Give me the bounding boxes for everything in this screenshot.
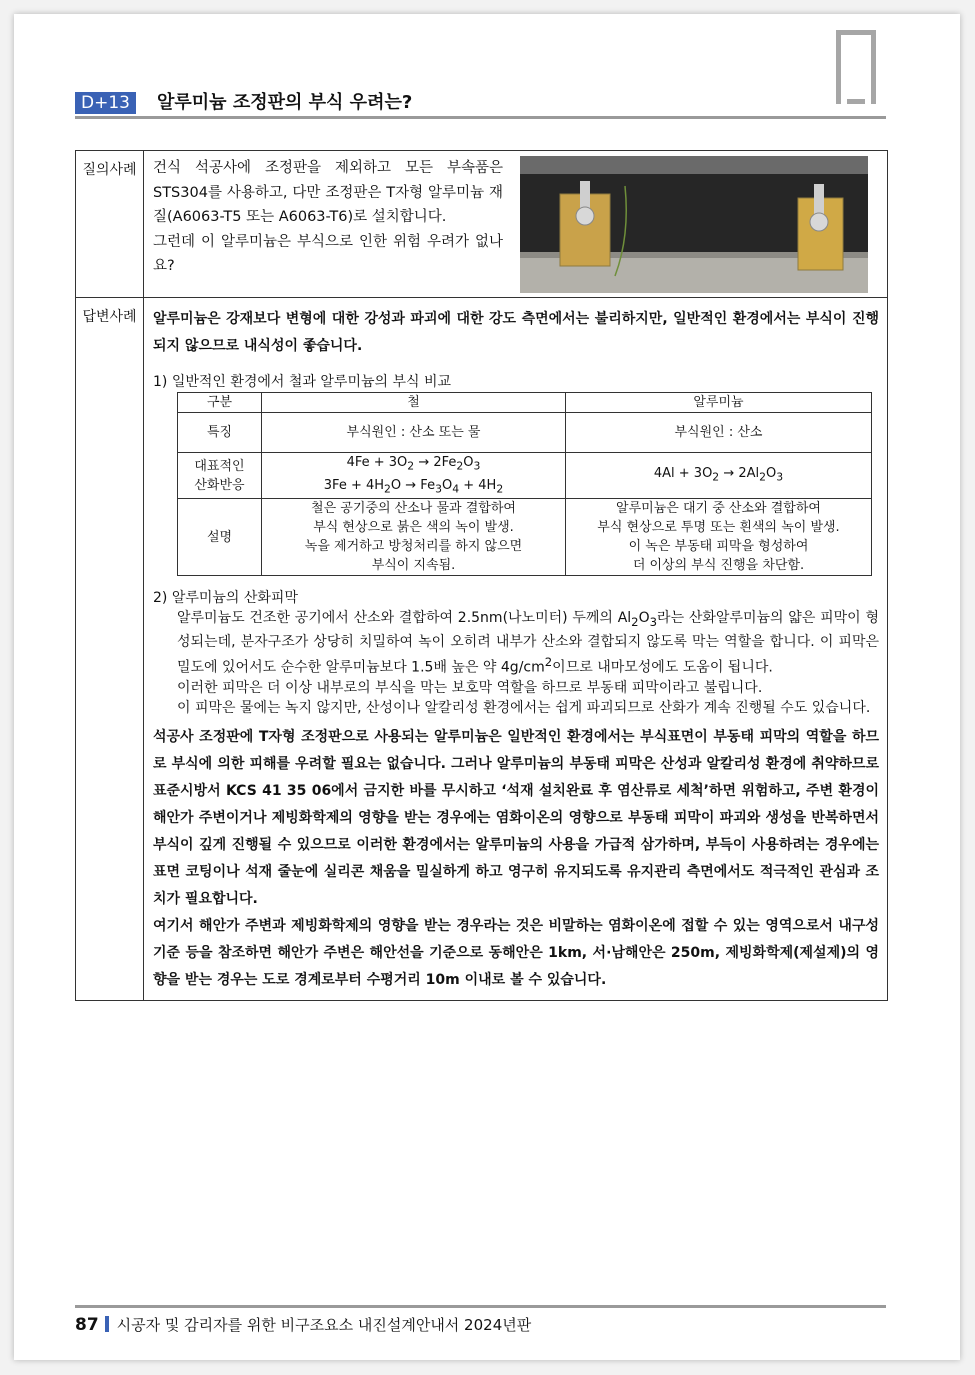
page-number: 87 [75, 1315, 99, 1335]
question-label: 질의사례 [76, 151, 144, 298]
comparison-header-row [178, 393, 872, 413]
header-category: 구분 [178, 393, 262, 413]
answer-summary: 알루미늄은 강재보다 변형에 대한 강성과 파괴에 대한 강도 측면에서는 불리하지만, 일반적인 환경에서는 부식이 진행되지 않으므로 내식성이 좋습니다. [153, 311, 879, 354]
footer-rule [75, 1305, 886, 1308]
reaction-row [178, 453, 872, 499]
answer-label: 답변사례 [76, 298, 144, 1001]
passive-film-paragraph: 이러한 피막은 더 이상 내부로의 부식을 막는 보호막 역할을 하므로 부동태 피막이라고 불립니다. [177, 679, 763, 696]
description-al-line: 더 이상의 부식 진행을 차단함. [632, 558, 805, 574]
header-iron: 철 [262, 393, 566, 413]
feature-label: 특징 [178, 413, 262, 453]
description-iron-line: 부식이 지속됨. [371, 558, 456, 574]
answer-row [76, 298, 888, 1001]
reaction-label-line2: 산화반응 [194, 477, 245, 493]
conclusion-paragraph: 석공사 조정판에 T자형 조정판으로 사용되는 알루미늄은 일반적인 환경에서는 부식표면이 부동태 피막의 역할을 하므로 부식에 의한 피해를 우려할 필요는 없습니다. 그러나 알루미늄의 부동태 피막은 산성과 알칼리성 환경에 취약하므로 표준시방서 KCS 41 35 06에서 금지한 바를 무시하고 ‘석재 설치완료 후 염산류로 세척’하면 위험하고, 주변 환경이 해안가 주변이거나 제빙화학제의 영향을 받는 경우에는 염화이온의 영향으로 부동태 피막이 파괴와 생성을 반복하면서 부식이 깊게 진행될 수 있으므로 이러한 환경에서는 알루미늄의 사용을 가급적 삼가하며, 부득이 사용하려는 경우에는 표면 코팅이나 석재 줄눈에 실리콘 채움을 밀실하게 하고 영구히 유지되도록 유지관리 측면에서도 적극적인 관심과 조치가 필요합니다. [153, 728, 879, 907]
question-text-block [153, 156, 503, 279]
photo-illustration [520, 156, 868, 293]
header-rule [75, 116, 886, 119]
footer-title: 시공자 및 감리자를 위한 비구조요소 내진설계안내서 2024년판 [116, 1316, 532, 1334]
section2-title: 2) 알루미늄의 산화피막 [153, 590, 298, 607]
description-iron-line: 철은 공기중의 산소나 물과 결합하여 [311, 501, 516, 517]
description-al-line: 이 녹은 부동태 피막을 형성하여 [628, 539, 809, 555]
question-cell [144, 151, 888, 298]
description-iron-line: 부식 현상으로 붉은 색의 녹이 발생. [313, 520, 514, 536]
feature-row [178, 413, 872, 453]
question-text: 건식 석공사에 조정판을 제외하고 모든 부속품은 STS304를 사용하고, 다만 조정판은 T자형 알루미늄 재질(A6063-T5 또는 A6063-T6)로 설치합니다. [153, 160, 503, 225]
comparison-table [177, 392, 872, 576]
feature-iron: 부식원인 : 산소 또는 물 [262, 413, 566, 453]
description-al-line: 알루미늄은 대기 중 산소와 결합하여 [616, 501, 821, 517]
reaction-label-line1: 대표적인 [194, 458, 245, 474]
reaction-aluminium: $4Al + 3O_2 \to 2Al_2O_3$ [566, 453, 872, 499]
section1-title: 1) 일반적인 환경에서 철과 알루미늄의 부식 비교 [153, 374, 452, 390]
reaction-label [178, 453, 262, 499]
oxide-film-paragraph: 알루미늄도 건조한 공기에서 산소와 결합하여 2.5nm(나노미터) 두께의 $Al_2O_3$라는 산화알루미늄의 얇은 피막이 형성되는데, 분자구조가 상당히 치밀하여 녹이 오히려 내부가 산소와 결합되지 않도록 막는 역할을 합니다. 이 피막은 밀도에 있어서도 순수한 알루미늄보다 1.5배 높은 약 $4g/cm^2$이므로 내마모성에도 도움이 됩니다. [177, 610, 879, 676]
feature-aluminium: 부식원인 : 산소 [566, 413, 872, 453]
description-label: 설명 [178, 499, 262, 576]
answer-cell [144, 298, 888, 1001]
header-aluminium: 알루미늄 [566, 393, 872, 413]
film-break-paragraph: 이 피막은 물에는 녹지 않지만, 산성이나 알칼리성 환경에서는 쉽게 파괴되므로 산화가 계속 진행될 수도 있습니다. [177, 699, 871, 716]
section-title: 알루미늄 조정판의 부식 우려는? [157, 92, 413, 113]
definition-paragraph: 여기서 해안가 주변과 제빙화학제의 영향을 받는 경우라는 것은 비말하는 염화이온에 접할 수 있는 영역으로서 내구성 기준 등을 참조하면 해안가 주변은 해안선을 기준으로 동해안은 1km, 서·남해안은 250m, 제빙화학제(제설제)의 영향을 받는 경우는 도로 경계로부터 수평거리 10m 이내로 볼 수 있습니다. [153, 917, 879, 988]
aluminium-bracket-photo [520, 156, 868, 293]
reaction-iron: $4Fe + 3O_2 \to 2Fe_2O_3$ $3Fe + 4H_2O \to Fe_3O_4 + 4H_2$ [262, 453, 566, 499]
question-text-2: 그런데 이 알루미늄은 부식으로 인한 위험 우려가 없나요? [153, 233, 503, 274]
description-iron-line: 녹을 제거하고 방청처리를 하지 않으면 [304, 539, 523, 555]
page-footer [75, 1315, 531, 1335]
section-badge: D+13 [75, 92, 136, 114]
question-row [76, 151, 888, 298]
qa-table [75, 150, 888, 1001]
description-al-line: 부식 현상으로 투명 또는 흰색의 녹이 발생. [597, 520, 840, 536]
description-aluminium [566, 499, 872, 576]
footer-accent-bar [105, 1316, 109, 1332]
description-row [178, 499, 872, 576]
description-iron [262, 499, 566, 576]
